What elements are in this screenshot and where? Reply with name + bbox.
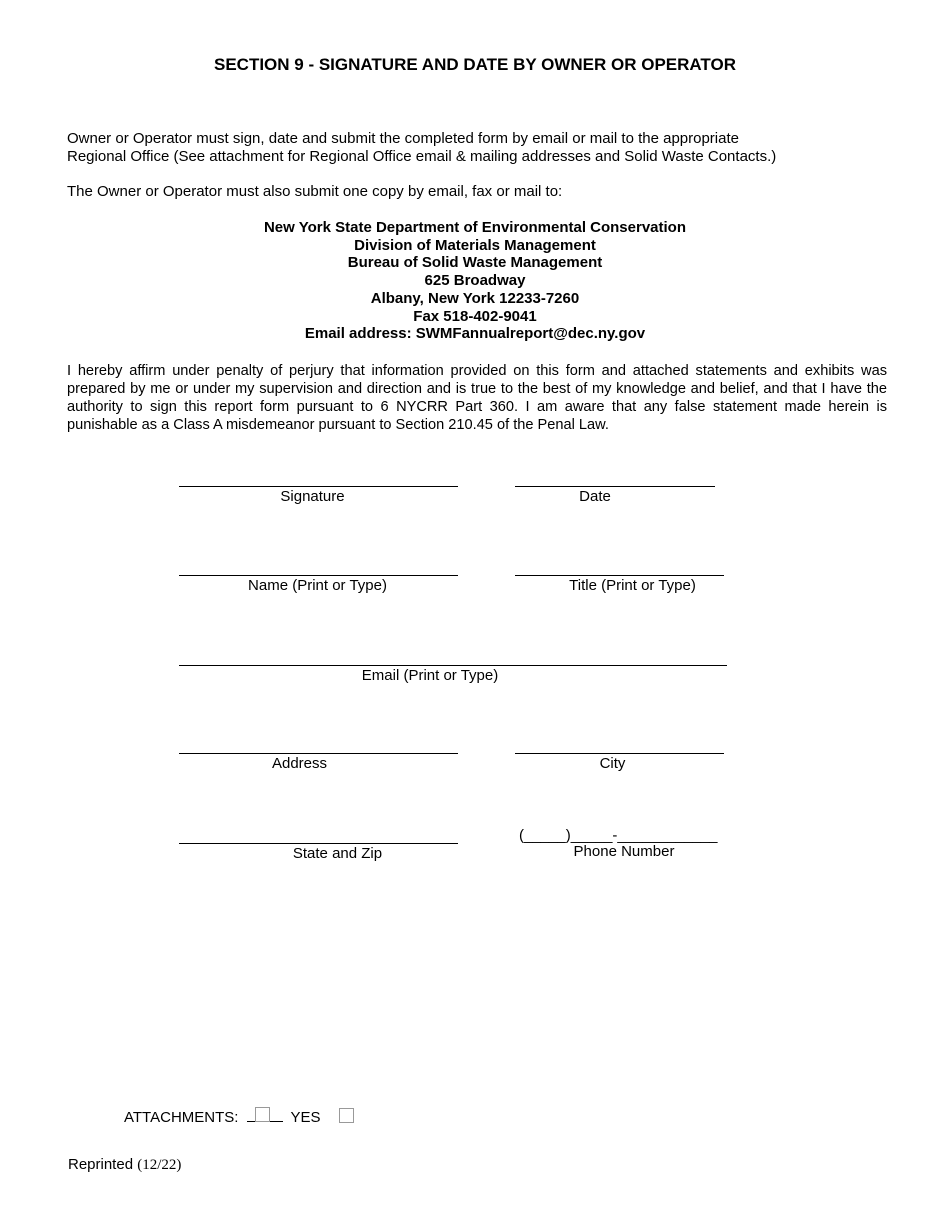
city-field[interactable] xyxy=(515,737,724,772)
instruction-line-2: Regional Office (See attachment for Regional Office email & mailing addresses and Solid Waste Contacts.) xyxy=(67,148,777,165)
mailing-address-block xyxy=(0,219,950,343)
name-label: Name (Print or Type) xyxy=(248,577,387,594)
address-fax: Fax 518-402-9041 xyxy=(413,307,537,325)
address-email: Email address: SWMFannualreport@dec.ny.gov xyxy=(304,325,646,343)
email-label: Email (Print or Type) xyxy=(361,667,499,684)
attachments-yes-checkbox[interactable] xyxy=(339,1108,354,1123)
attachments-yes-label: YES xyxy=(290,1109,321,1126)
city-label: City xyxy=(599,755,626,772)
instruction-line-1: Owner or Operator must sign, date and submit the completed form by email or mail to the appropriate xyxy=(67,130,739,147)
city-line[interactable] xyxy=(515,753,724,754)
page-title: SECTION 9 - SIGNATURE AND DATE BY OWNER OR OPERATOR xyxy=(214,55,736,74)
reprinted-footer xyxy=(68,1156,181,1174)
submission-instructions xyxy=(67,130,887,166)
phone-input-template[interactable]: (_____)_____-____________ xyxy=(519,827,718,844)
email-line[interactable] xyxy=(179,665,727,666)
address-org: New York State Department of Environmental Conservation xyxy=(263,219,687,236)
copy-note: The Owner or Operator must also submit one copy by email, fax or mail to: xyxy=(67,183,563,200)
signature-line[interactable] xyxy=(179,486,458,487)
attachments-label: ATTACHMENTS: xyxy=(124,1109,239,1126)
state-zip-field[interactable] xyxy=(179,827,458,862)
attachments-row xyxy=(124,1107,354,1126)
title-label: Title (Print or Type) xyxy=(569,577,696,594)
address-bureau: Bureau of Solid Waste Management xyxy=(347,254,603,272)
phone-field[interactable] xyxy=(519,827,729,860)
name-line[interactable] xyxy=(179,575,458,576)
reprinted-label: Reprinted xyxy=(68,1156,134,1173)
date-field[interactable] xyxy=(515,470,715,505)
date-line[interactable] xyxy=(515,486,715,487)
signature-field[interactable] xyxy=(179,470,458,505)
title-line[interactable] xyxy=(515,575,724,576)
email-field[interactable] xyxy=(179,649,727,684)
reprinted-date: (12/22) xyxy=(137,1157,182,1173)
name-field[interactable] xyxy=(179,559,458,594)
address-field[interactable] xyxy=(179,737,458,772)
attachments-blank xyxy=(247,1107,283,1122)
title-field[interactable] xyxy=(515,559,724,594)
attachments-no-checkbox[interactable] xyxy=(255,1107,270,1122)
signature-label: Signature xyxy=(280,488,345,505)
address-street: 625 Broadway xyxy=(424,272,526,290)
date-label: Date xyxy=(579,488,611,505)
address-division: Division of Materials Management xyxy=(354,236,596,254)
phone-label: Phone Number xyxy=(573,843,675,860)
state-zip-line[interactable] xyxy=(179,843,458,844)
state-zip-label: State and Zip xyxy=(292,845,383,862)
address-line[interactable] xyxy=(179,753,458,754)
address-label: Address xyxy=(271,755,328,772)
affirmation-text: I hereby affirm under penalty of perjury that information provided on this form and attached statements and exhibits was prepared by me or under my supervision and direction and is true to the best of my knowledge and belief, and that I have the authority to sign this report form pursuant to 6 NYCRR Part 360. I am aware that any false statement made herein is punishable as a Class A misdemeanor pursuant to Section 210.45 of the Penal Law. xyxy=(67,363,887,433)
address-city-state-zip: Albany, New York 12233-7260 xyxy=(370,289,580,307)
